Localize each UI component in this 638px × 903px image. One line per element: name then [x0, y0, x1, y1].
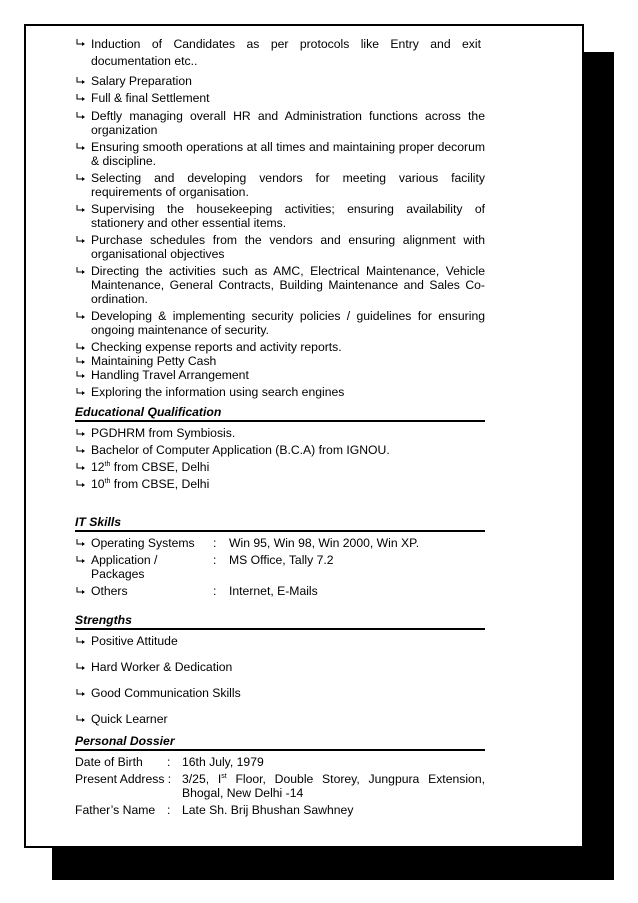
- skill-separator: :: [213, 536, 217, 550]
- list-item-text: Exploring the information using search engines: [91, 385, 345, 399]
- list-item-text: Purchase schedules from the vendors and ensuring alignment with organisational objectives: [91, 233, 485, 261]
- skill-row: [75, 553, 485, 581]
- section-title-education: Educational Qualification: [75, 405, 485, 422]
- skill-row: [75, 536, 485, 550]
- address-text: Floor, Double Storey, Jungpura Extension, Bhogal, New Delhi -14: [182, 772, 485, 800]
- dossier-row: [75, 755, 485, 769]
- education-list: [75, 426, 485, 491]
- bullet-arrow-icon: [75, 140, 87, 154]
- bullet-arrow-icon: [75, 553, 87, 567]
- list-item: [75, 233, 485, 261]
- address-label: Present Address :: [75, 772, 172, 786]
- address-text: 3/25, I: [182, 772, 222, 786]
- list-item: [75, 202, 485, 230]
- dob-label: Date of Birth: [75, 755, 143, 769]
- list-item-text: Full & final Settlement: [91, 91, 210, 105]
- education-item-text: PGDHRM from Symbiosis.: [91, 426, 236, 440]
- bullet-arrow-icon: [75, 233, 87, 247]
- superscript: th: [104, 477, 111, 485]
- skill-label: Application / Packages: [91, 553, 158, 581]
- list-item-text: Selecting and developing vendors for meeting various facility requirements of organisation.: [91, 171, 485, 199]
- list-item: [75, 443, 485, 457]
- list-item: [75, 354, 485, 368]
- list-item: [75, 264, 485, 306]
- skill-value: Win 95, Win 98, Win 2000, Win XP.: [229, 536, 420, 550]
- section-title-it-skills: IT Skills: [75, 515, 485, 532]
- skill-separator: :: [213, 584, 217, 598]
- list-item: [75, 712, 485, 726]
- bullet-arrow-icon: [75, 109, 87, 123]
- bullet-arrow-icon: [75, 536, 87, 550]
- list-item: [75, 385, 485, 399]
- strength-text: Positive Attitude: [91, 634, 178, 648]
- bullet-arrow-icon: [75, 443, 87, 457]
- education-section: [75, 405, 485, 491]
- resume-content: [75, 36, 485, 817]
- bullet-arrow-icon: [75, 385, 87, 399]
- list-item: [75, 660, 485, 674]
- list-item-text: Handling Travel Arrangement: [91, 368, 249, 382]
- education-item-text: from CBSE, Delhi: [110, 460, 210, 474]
- education-item-text: from CBSE, Delhi: [110, 477, 210, 491]
- list-item-text: Checking expense reports and activity reports.: [91, 340, 342, 354]
- bullet-arrow-icon: [75, 202, 87, 216]
- list-item: [75, 74, 485, 88]
- dossier-row: [75, 772, 485, 800]
- list-item-text: Salary Preparation: [91, 74, 192, 88]
- skill-label-cell: [75, 553, 213, 581]
- skill-row: [75, 584, 485, 598]
- skill-label: Others: [91, 584, 128, 598]
- section-title-personal: Personal Dossier: [75, 734, 485, 751]
- education-item-text: Bachelor of Computer Application (B.C.A) from IGNOU.: [91, 443, 390, 457]
- father-name-label: Father’s Name: [75, 803, 156, 817]
- bullet-arrow-icon: [75, 426, 87, 440]
- list-item-text: Induction of Candidates as per protocols like Entry and exit documentation etc..: [91, 37, 481, 68]
- list-item-text: Ensuring smooth operations at all times and maintaining proper decorum & discipline.: [91, 140, 485, 168]
- dossier-row: [75, 803, 485, 817]
- field-separator: :: [167, 803, 171, 817]
- bullet-arrow-icon: [75, 74, 87, 88]
- dob-value: 16th July, 1979: [182, 755, 264, 769]
- it-skills-section: [75, 515, 485, 598]
- list-item: [75, 634, 485, 648]
- list-item: [75, 171, 485, 199]
- list-item: [75, 368, 485, 382]
- strength-text: Quick Learner: [91, 712, 168, 726]
- list-item: [75, 309, 485, 337]
- list-item-text: Deftly managing overall HR and Administration functions across the organization: [91, 109, 485, 137]
- education-item-text: 12: [91, 460, 105, 474]
- superscript: st: [221, 772, 227, 780]
- skill-label-cell: [75, 536, 213, 550]
- field-separator: :: [167, 755, 171, 769]
- bullet-arrow-icon: [75, 634, 87, 648]
- list-item: [75, 36, 485, 70]
- section-title-strengths: Strengths: [75, 613, 485, 630]
- father-name-value: Late Sh. Brij Bhushan Sawhney: [182, 803, 354, 817]
- strengths-list: [75, 634, 485, 726]
- responsibilities-list: [75, 36, 485, 399]
- education-item-text: 10: [91, 477, 105, 491]
- superscript: th: [104, 460, 111, 468]
- bullet-arrow-icon: [75, 660, 87, 674]
- list-item-text: Maintaining Petty Cash: [91, 354, 217, 368]
- address-value: [182, 772, 485, 800]
- bullet-arrow-icon: [75, 368, 87, 382]
- bullet-arrow-icon: [75, 264, 87, 278]
- list-item: [75, 460, 485, 474]
- skill-label: Operating Systems: [91, 536, 195, 550]
- bullet-arrow-icon: [75, 354, 87, 368]
- bullet-arrow-icon: [75, 309, 87, 323]
- personal-dossier-section: [75, 734, 485, 817]
- bullet-arrow-icon: [75, 477, 87, 491]
- strength-text: Good Communication Skills: [91, 686, 241, 700]
- list-item: [75, 91, 485, 105]
- list-item: [75, 340, 485, 354]
- list-item-text: Supervising the housekeeping activities; ensuring availability of stationery and other essential items.: [91, 202, 485, 230]
- skill-label-cell: [75, 584, 213, 598]
- bullet-arrow-icon: [75, 686, 87, 700]
- list-item-text: Directing the activities such as AMC, Electrical Maintenance, Vehicle Maintenance, General Contracts, Building Maintenance and Sales Co-ordination.: [91, 264, 485, 306]
- bullet-arrow-icon: [75, 460, 87, 474]
- list-item: [75, 477, 485, 491]
- strengths-section: [75, 613, 485, 726]
- list-item: [75, 109, 485, 137]
- bullet-arrow-icon: [75, 340, 87, 354]
- list-item: [75, 426, 485, 440]
- list-item-text: Developing & implementing security policies / guidelines for ensuring ongoing maintenance of security.: [91, 309, 485, 337]
- list-item: [75, 140, 485, 168]
- bullet-arrow-icon: [75, 171, 87, 185]
- skill-value: Internet, E-Mails: [229, 584, 318, 598]
- bullet-arrow-icon: [75, 584, 87, 598]
- bullet-arrow-icon: [75, 712, 87, 726]
- skill-separator: :: [213, 553, 217, 567]
- strength-text: Hard Worker & Dedication: [91, 660, 233, 674]
- bullet-arrow-icon: [75, 36, 87, 50]
- bullet-arrow-icon: [75, 91, 87, 105]
- skill-value: MS Office, Tally 7.2: [229, 553, 334, 567]
- list-item: [75, 686, 485, 700]
